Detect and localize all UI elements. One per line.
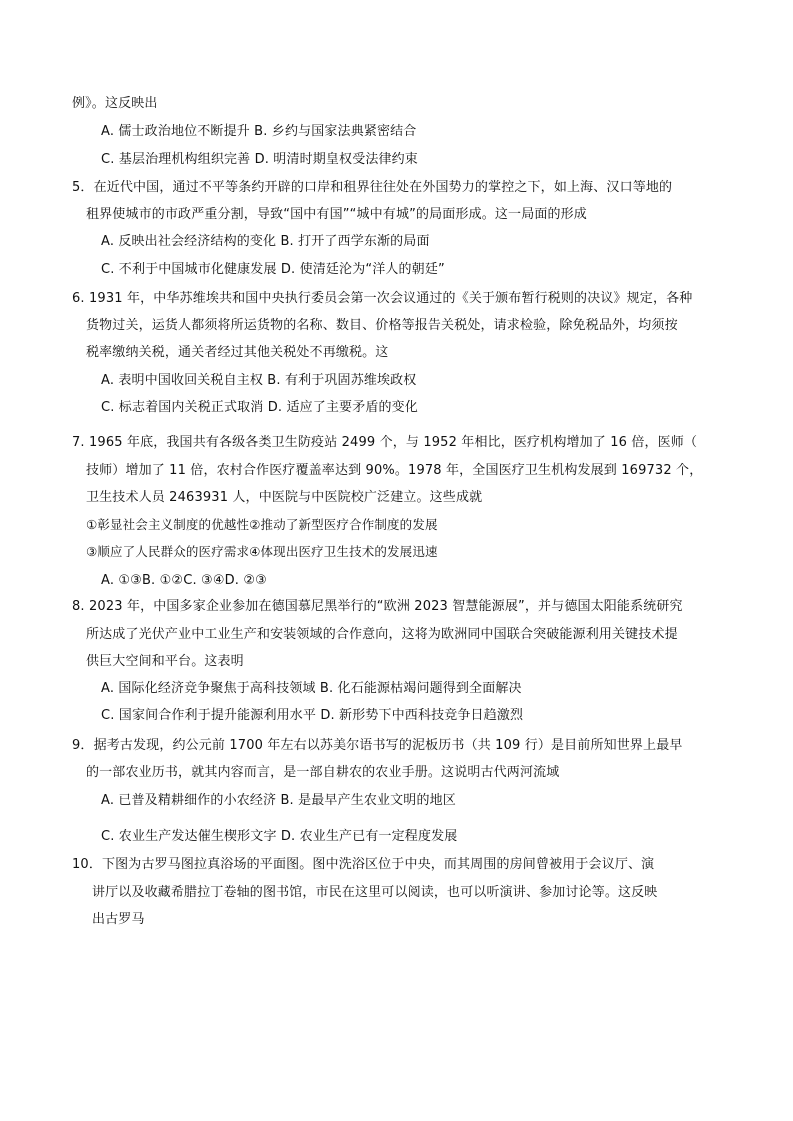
- question-7-stem-line-2: 技师）增加了 11 倍，农村合作医疗覆盖率达到 90%。1978 年，全国医疗卫生机构发展到 169732 个，: [86, 463, 703, 478]
- question-9-stem-line-1: 9．据考古发现，约公元前 1700 年左右以苏美尔语书写的泥板历书（共 109 行）是目前所知世界上最早: [72, 738, 683, 753]
- question-9-stem-line-2: 的一部农业历书，就其内容而言，是一部自耕农的农业手册。这说明古代两河流域: [86, 765, 560, 780]
- question-6-stem-line-1: 6. 1931 年，中华苏维埃共和国中央执行委员会第一次会议通过的《关于颁布暂行税则的决议》规定，各种: [72, 291, 693, 306]
- question-8-stem-line-2: 所达成了光伏产业中工业生产和安装领域的合作意向，这将为欧洲同中国联合突破能源利用关键技术提: [86, 627, 678, 642]
- question-10-stem-line-1: 10．下图为古罗马图拉真浴场的平面图。图中洗浴区位于中央，而其周围的房间曾被用于会议厅、演: [72, 857, 655, 872]
- question-10-stem-line-2: 讲厅以及收藏希腊拉丁卷轴的图书馆，市民在这里可以阅读，也可以听演讲、参加讨论等。这反映: [92, 885, 658, 900]
- question-8-stem-line-1: 8. 2023 年，中国多家企业参加在德国慕尼黑举行的“欧洲 2023 智慧能源展”，并与德国太阳能系统研究: [72, 599, 683, 614]
- question-6-options-ab: A. 表明中国收回关税自主权 B. 有利于巩固苏维埃政权: [101, 373, 417, 388]
- question-9-options-ab: A. 已普及精耕细作的小农经济 B. 是最早产生农业文明的地区: [101, 793, 456, 808]
- question-7-options: A. ①③B. ①②C. ③④D. ②③: [101, 573, 267, 588]
- question-5-options-cd: C. 不利于中国城市化健康发展 D. 使清廷沦为“洋人的朝廷”: [101, 262, 445, 277]
- question-8-options-ab: A. 国际化经济竞争聚焦于高科技领域 B. 化石能源枯竭问题得到全面解决: [101, 681, 522, 696]
- question-4-stem-tail: 例》。这反映出: [72, 96, 158, 111]
- question-4-options-cd: C. 基层治理机构组织完善 D. 明清时期皇权受法律约束: [101, 152, 418, 167]
- question-8-stem-line-3: 供巨大空间和平台。这表明: [86, 654, 244, 669]
- question-7-stem-line-1: 7. 1965 年底，我国共有各级各类卫生防疫站 2499 个，与 1952 年相比，医疗机构增加了 16 倍，医师（: [72, 435, 698, 450]
- question-9-options-cd: C. 农业生产发达催生楔形文字 D. 农业生产已有一定程度发展: [101, 829, 458, 844]
- question-4-options-ab: A. 儒士政治地位不断提升 B. 乡约与国家法典紧密结合: [101, 124, 417, 139]
- question-5-options-ab: A. 反映出社会经济结构的变化 B. 打开了西学东渐的局面: [101, 234, 430, 249]
- question-7-stem-line-3: 卫生技术人员 2463931 人，中医院与中医院校广泛建立。这些成就: [86, 490, 483, 505]
- question-7-statements-3-4: ③顺应了人民群众的医疗需求④体现出医疗卫生技术的发展迅速: [86, 544, 438, 559]
- question-6-stem-line-2: 货物过关，运货人都须将所运货物的名称、数目、价格等报告关税处，请求检验，除免税品外，均须按: [86, 318, 678, 333]
- question-5-stem-line-2: 租界使城市的市政严重分割，导致“国中有国”“城中有城”的局面形成。这一局面的形成: [86, 207, 587, 222]
- question-10-stem-line-3: 出古罗马: [92, 912, 145, 927]
- question-5-stem-line-1: 5．在近代中国，通过不平等条约开辟的口岸和租界往往处在外国势力的掌控之下，如上海、汉口等地的: [72, 180, 673, 195]
- question-6-stem-line-3: 税率缴纳关税，通关者经过其他关税处不再缴税。这: [86, 345, 389, 360]
- question-7-statements-1-2: ①彰显社会主义制度的优越性②推动了新型医疗合作制度的发展: [86, 517, 438, 532]
- question-8-options-cd: C. 国家间合作利于提升能源利用水平 D. 新形势下中西科技竞争日趋激烈: [101, 708, 524, 723]
- question-6-options-cd: C. 标志着国内关税正式取消 D. 适应了主要矛盾的变化: [101, 400, 418, 415]
